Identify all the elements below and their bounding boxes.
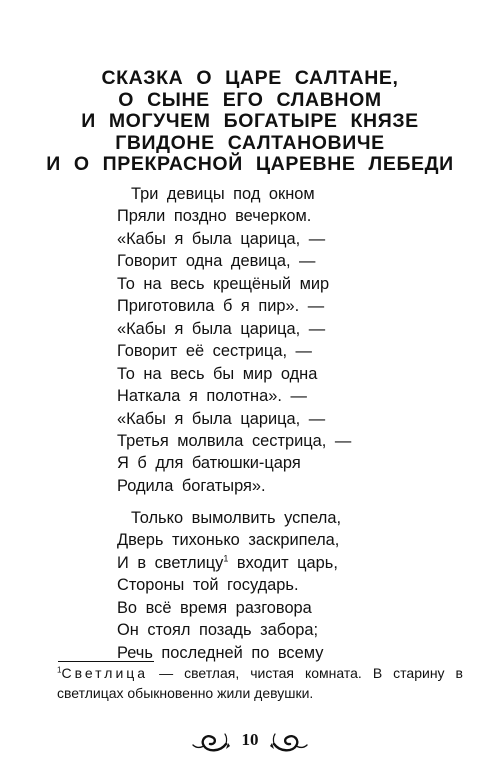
- verse-text: входит царь,: [228, 553, 338, 572]
- verse-line: Говорит её сестрица, —: [117, 342, 312, 361]
- left-flourish-icon: [203, 736, 226, 750]
- title-line: ГВИДОНЕ САЛТАНОВИЧЕ: [115, 131, 385, 154]
- footnote-reference[interactable]: 1: [223, 553, 229, 564]
- story-title: [30, 68, 470, 176]
- verse-line: Пряли поздно вечерком.: [117, 207, 312, 226]
- verse-line: Во всё время разговора: [117, 598, 312, 617]
- verse-line: Третья молвила сестрица, —: [117, 431, 352, 450]
- right-flourish-icon: [274, 736, 297, 750]
- verse-line: Говорит одна девица, —: [117, 252, 316, 271]
- title-line: И МОГУЧЕМ БОГАТЫРЕ КНЯЗЕ: [81, 110, 419, 132]
- poem-stanza-1: [0, 183, 500, 497]
- verse-line: То на весь крещёный мир: [117, 274, 330, 293]
- title-line: И О ПРЕКРАСНОЙ ЦАРЕВНЕ ЛЕБЕДИ: [46, 153, 454, 175]
- page-number: 10: [241, 730, 259, 749]
- verse-line: Родила богатыря».: [117, 476, 266, 495]
- verse-line: Дверь тихонько заскрипела,: [117, 531, 340, 550]
- verse-line: Наткала я полотна». —: [117, 387, 307, 406]
- title-line: СКАЗКА О ЦАРЕ САЛТАНЕ,: [101, 67, 399, 89]
- title-line: О СЫНЕ ЕГО СЛАВНОМ: [118, 88, 382, 111]
- verse-line: [0, 552, 500, 574]
- verse-line: Приготовила б я пир». —: [117, 297, 325, 316]
- verse-line: Три девицы под окном: [131, 185, 315, 203]
- verse-line: Он стоял позадь забора;: [117, 621, 318, 640]
- footnote: [57, 664, 463, 703]
- verse-line: Стороны той государь.: [117, 576, 299, 595]
- poem-stanza-2: [0, 507, 500, 664]
- verse-line: То на весь бы мир одна: [117, 364, 318, 383]
- verse-line: «Кабы я была царица, —: [117, 319, 326, 338]
- footnote-number: 1: [57, 665, 62, 675]
- verse-line: «Кабы я была царица, —: [117, 229, 326, 248]
- verse-line: Я б для батюшки-царя: [117, 454, 301, 473]
- verse-line: Речь последней по всему: [117, 643, 324, 662]
- verse-line: Только вымолвить успела,: [131, 509, 342, 527]
- verse-text: И в светлицу: [117, 553, 224, 572]
- footnote-text: — светлая, чистая комната. В старину в светлицах обыкновенно жили девушки.: [57, 665, 463, 701]
- verse-line: «Кабы я была царица, —: [117, 409, 326, 428]
- footnote-divider: [58, 661, 154, 662]
- footnote-term: Светлица: [61, 665, 149, 681]
